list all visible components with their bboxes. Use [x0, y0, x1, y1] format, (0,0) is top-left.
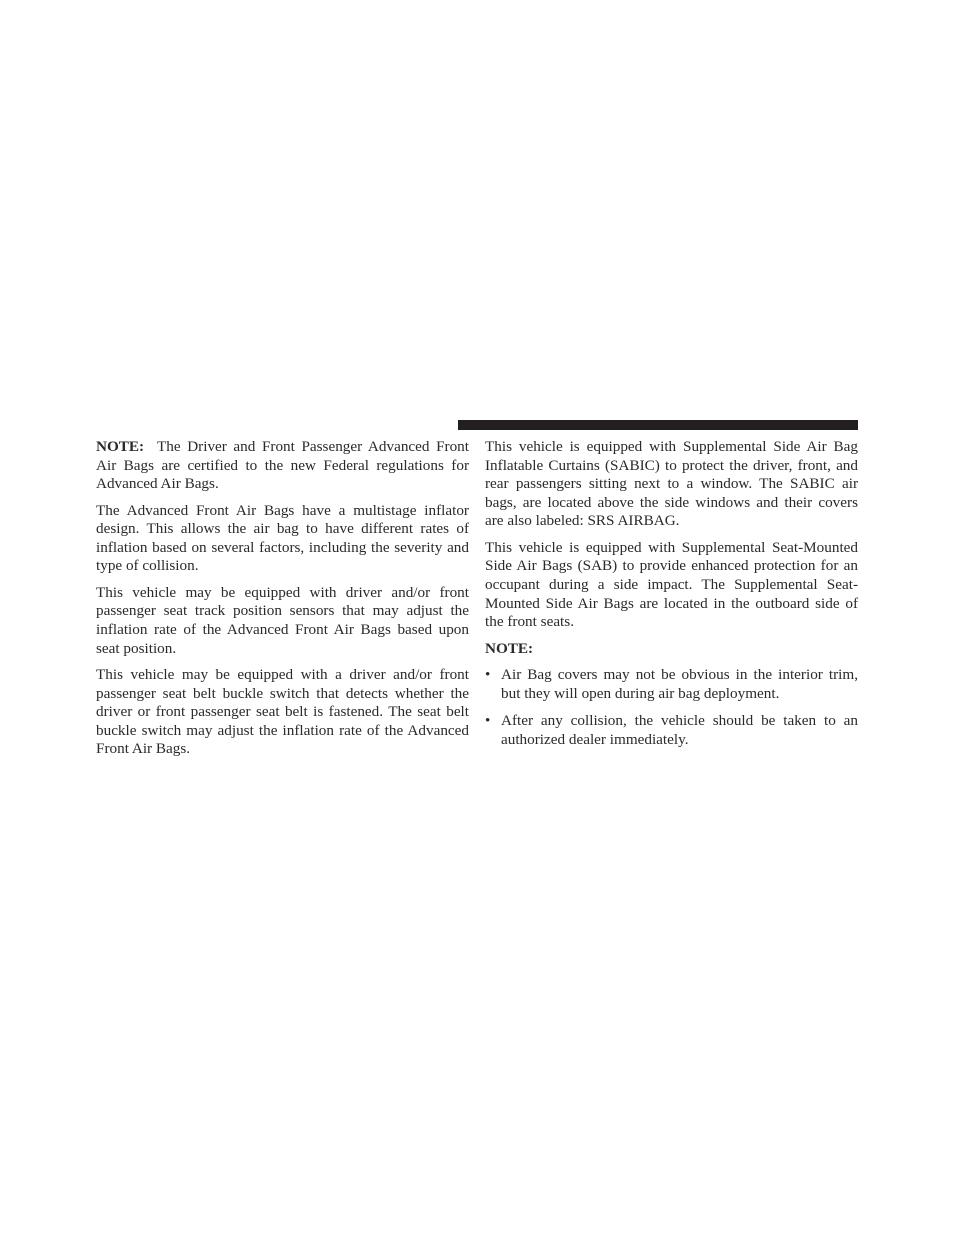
bullet-icon: •: [485, 665, 491, 683]
left-column: [96, 438, 469, 767]
bullet-icon: •: [485, 712, 491, 730]
list-item-text: Air Bag covers may not be obvious in the interior trim, but they will open during air bag deployment.: [501, 665, 858, 702]
section-header-rule: [458, 420, 858, 430]
sabic-paragraph: This vehicle is equipped with Supplemental Side Air Bag Inflatable Curtains (SABIC) to protect the driver, front, and rear passengers sitting next to a window. The SABIC air bags, are located above the side windows and their covers are also labeled: SRS AIRBAG.: [485, 438, 858, 530]
seat-track-sensor-paragraph: This vehicle may be equipped with driver and/or front passenger seat track position sensors that may adjust the inflation rate of the Advanced Front Air Bags based upon seat position.: [96, 583, 469, 657]
note-text: The Driver and Front Passenger Advanced Front Air Bags are certified to the new Federal regulations for Advanced Air Bags.: [96, 438, 469, 493]
multistage-inflator-paragraph: The Advanced Front Air Bags have a multistage inflator design. This allows the air bag to have different rates of inflation based on several factors, including the severity and type of collision.: [96, 501, 469, 575]
list-item-text: After any collision, the vehicle should be taken to an authorized dealer immediately.: [501, 712, 858, 748]
right-column: [485, 438, 858, 758]
note-paragraph: [96, 438, 469, 494]
seat-belt-buckle-paragraph: This vehicle may be equipped with a driver and/or front passenger seat belt buckle switch that detects whether the driver or front passenger seat belt is fastened. The seat belt buckle switch may adjust the inflation rate of the Advanced Front Air Bags.: [96, 665, 469, 758]
note-bullet-list: [485, 666, 858, 749]
list-item: [485, 666, 858, 703]
note-label: NOTE:: [96, 438, 145, 455]
sab-paragraph: This vehicle is equipped with Supplemental Seat-Mounted Side Air Bags (SAB) to provide enhanced protection for an occupant during a side impact. The Supplemental Seat-Mounted Side Air Bags are located in the outboard side of the front seats.: [485, 538, 858, 631]
list-item: [485, 712, 858, 749]
note-heading: NOTE:: [485, 639, 534, 657]
